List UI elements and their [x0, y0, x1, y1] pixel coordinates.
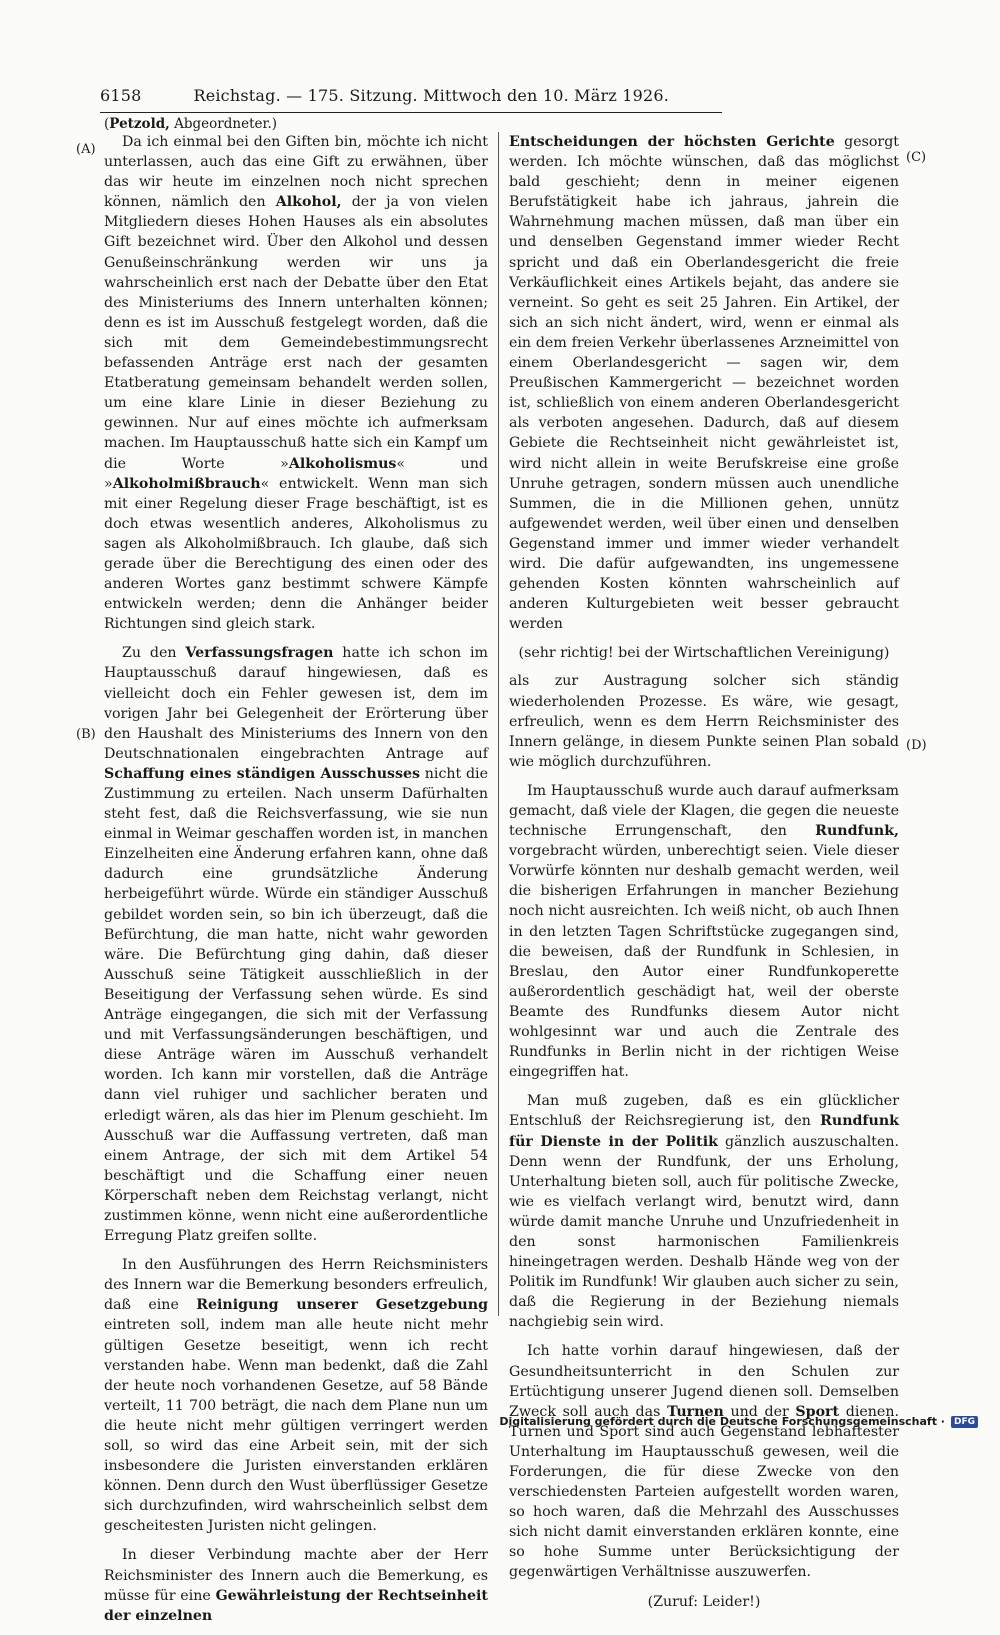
interjection-leider: (Zuruf: Leider!) — [647, 1593, 761, 1610]
left-column — [104, 132, 488, 1635]
text-run: hatte ich schon im Hauptausschuß darauf hingewiesen, daß es vielleicht doch ein Fehler gewesen ist, dem im vorigen Jahr bei Gelegenheit der Erörterung über den Haushalt des Ministeriums des Innern von den Deutschnationalen eingebrachten Antrage auf — [104, 645, 488, 762]
paragraph-rundfunk — [509, 781, 899, 1082]
text-run: gänzlich auszuschalten. Denn wenn der Rundfunk, der uns Erholung, Unterhaltung bieten soll, auch für politische Zwecke, wie es vielfach verlangt wird, benutzt wird, dann würde damit manche Unruhe und Unzufriedenheit in den sonst harmonischen Familienkreis hineingetragen werden. Deshalb Hände weg von der Politik im Rundfunk! Wir glauben auch sicher zu sein, daß die Regierung in der Beziehung niemals nachgiebig sein wird. — [509, 1133, 899, 1331]
text-run: Zu den — [122, 645, 186, 662]
emphasis-rundfunk: Rundfunk, — [815, 823, 899, 840]
margin-mark-d: (D) — [906, 738, 927, 753]
text-run: Da ich einmal bei den Giften bin, möchte ich nicht unterlassen, auch das eine Gift zu erwähnen, über das wir heute im einzelnen noch nicht sprechen können, nämlich den — [104, 134, 488, 211]
page-header — [100, 86, 722, 113]
dfg-logo-icon: DFG — [951, 1416, 978, 1428]
page-number: 6158 — [100, 86, 142, 105]
paragraph-prozesse: als zur Austragung solcher sich ständig wiederholenden Prozesse. Es wäre, wie gesagt, erfreulich, wenn es dem Herrn Reichsminister des Innern gelänge, in diesem Punkte seinen Plan sobald wie möglich durchzuführen. — [509, 673, 899, 770]
text-run: nicht die Zustimmung zu erteilen. Nach unserm Dafürhalten steht fest, daß die Reichsverfassung, wie sie nun einmal in Weimar geschaffen worden ist, in manchen Einzelheiten eine Änderung erfahren kann, ohne daß dadurch eine grundsätzliche Änderung herbeigeführt würde. Würde ein ständiger Ausschuß gebildet worden sein, so bin ich überzeugt, daß die Befürchtung, die man hatte, nicht wahr geworden wäre. Die Befürchtung ging dahin, daß dieser Ausschuß seine Tätigkeit ausschließlich in der Beseitigung der Verfassung sehen würde. Es sind Anträge eingegangen, die sich mit der Verfassung und mit Verfassungsänderungen beschäftigen, und diese Anträge wären im Ausschuß verhandelt worden. Ich kann mir vorstellen, daß die Anträge dann viel ruhiger und sachlicher beraten und erledigt wären, als das hier im Plenum geschieht. Im Ausschuß war die Auffassung vertreten, daß man einem Antrage, der sich mit dem Artikel 54 beschäftigt und die Schaffung einer neuen Körperschaft neben dem Reichstag verlangt, nicht zustimmen könne, wenn nicht eine außerordentliche Erregung Platz greifen sollte. — [104, 765, 488, 1245]
text-run: vorgebracht würden, unberechtigt seien. Viele dieser Vorwürfe könnten nur deshalb gemacht werden, weil die bisherigen Erfahrungen in mancher Beziehung noch nicht ausreichten. Ich weiß nicht, ob auch Ihnen in den letzten Tagen Schriftstücke zugegangen sind, die beweisen, daß der Rundfunk in Schlesien, in Breslau, den Autor einer Rundfunkoperette außerordentlich geschädigt hat, weil der oberste Beamte des Rundfunks diesem Autor nicht wohlgesinnt war und auch die Zentrale des Rundfunks in Berlin nicht in der richtigen Weise eingegriffen hat. — [509, 843, 899, 1081]
margin-mark-a: (A) — [76, 142, 96, 157]
speaker-role: Abgeordneter.) — [174, 116, 278, 132]
emphasis-gerichte: Entscheidungen der höchsten Gerichte — [509, 134, 835, 150]
emphasis-ausschuss: Schaffung eines ständigen Ausschusses — [104, 765, 421, 782]
text-run: und der — [723, 1403, 796, 1420]
emphasis-rechtseinheit: Gewährleistung der Rechtseinheit der einzelnen — [104, 1587, 488, 1624]
margin-mark-c: (C) — [906, 150, 927, 165]
paragraph-rechtseinheit — [104, 1545, 488, 1625]
text-run: dienen. Turnen und Sport sind auch Gegenstand lebhaftester Unterhaltung im Hauptausschuß gewesen, weil die Forderungen, die für diese Zwecke von den verschiedensten Parteien aufgestellt worden waren, so hoch waren, daß die Mehrzahl des Ausschusses sich nicht damit einverstanden erklären konnte, eine so hohe Summe unter Berücksichtigung der gegenwärtigen Verhältnisse auszuwerfen. — [509, 1403, 899, 1581]
text-run: In dieser Verbindung machte aber der Herr Reichsminister des Innern auch die Bemerkung, es müsse für eine — [104, 1547, 488, 1604]
paragraph-alkohol — [104, 132, 488, 634]
session-title: Reichstag. — 175. Sitzung. Mittwoch den 10. März 1926. — [193, 86, 670, 105]
paragraph-sport — [509, 1341, 899, 1582]
emphasis-politik: Rundfunk für Dienste in der Politik — [509, 1113, 899, 1150]
text-run: « und » — [104, 455, 488, 492]
emphasis-alkoholmissbrauch: Alkoholmißbrauch — [112, 475, 261, 492]
emphasis-verfassungsfragen: Verfassungsfragen — [185, 645, 334, 662]
text-run: Ich hatte vorhin darauf hingewiesen, daß der Gesundheitsunterricht in den Schulen zur Ertüchtigung unserer Jugend dienen soll. Demselben Zweck soll auch das — [509, 1343, 899, 1420]
paragraph-gerichte — [509, 132, 899, 634]
emphasis-gesetzgebung: Reinigung unserer Gesetzgebung — [196, 1297, 488, 1314]
emphasis-alkohol: Alkohol, — [275, 194, 342, 211]
footer-credit — [499, 1415, 978, 1428]
paragraph-politik — [509, 1091, 899, 1332]
text-run: Im Hauptausschuß wurde auch darauf aufmerksam gemacht, daß viele der Klagen, die gegen die neueste technische Errungenschaft, den — [509, 782, 899, 840]
paragraph-verfassung — [104, 643, 488, 1246]
emphasis-turnen: Turnen — [667, 1403, 724, 1420]
text-run: eintreten soll, indem man alle heute nicht mehr gültigen Gesetze beseitigt, wenn ich recht verstanden habe. Wenn man bedenkt, daß die Zahl der heute noch vorhandenen Gesetze, auf 58 Bände verteilt, 11 700 beträgt, die nach dem Plane nun um die heute nicht mehr gültigen verringert werden soll, so wird das eine Arbeit sein, mit der sich insbesondere die Juristen einverstanden erklären können. Denn durch den Wust überflüssiger Gesetze sich durchzufinden, wird wahrscheinlich selbst dem gescheitesten Juristen nicht gelingen. — [104, 1317, 488, 1535]
text-run: Man muß zugeben, daß es ein glücklicher Entschluß der Reichsregierung ist, den — [509, 1093, 899, 1130]
interjection-sehr-richtig: (sehr richtig! bei der Wirtschaftlichen Vereinigung) — [518, 645, 890, 662]
emphasis-sport: Sport — [795, 1403, 840, 1420]
text-run: der ja von vielen Mitgliedern dieses Hohen Hauses als ein absolutes Gift bezeichnet wird. Über den Alkohol und dessen Genußeinschränkung werden wir uns ja wahrscheinlich erst nach der Debatte über den Etat des Ministeriums des Innern unterhalten können; denn es ist im Ausschuß festgelegt worden, daß die sich mit dem Gemeindebestimmungsrecht befassenden Anträge erst nach der gesamten Etatberatung gemeinsam behandelt werden sollen, um eine klare Linie in dieser Beziehung zu gewinnen. Nur auf eines möchte ich aufmerksam machen. Im Hauptausschuß hatte sich ein Kampf um die Worte » — [104, 194, 489, 472]
text-run: gesorgt werden. Ich möchte wünschen, daß das möglichst bald geschieht; denn in meiner eigenen Berufstätigkeit habe ich jahraus, jahrein die Wahrnehmung machen müssen, daß man über ein und denselben Gegenstand immer wieder Recht spricht und daß ein Oberlandesgericht die freie Verkäuflichkeit eines Artikels bejaht, das andere sie verneint. So geht es seit 25 Jahren. Ein Artikel, der sich an sich nicht ändert, wird, wenn er einmal als ein dem freien Verkehr überlassenes Arzneimittel von einem Oberlandesgericht — sagen wir, dem Preußischen Kammergericht — bezeichnet worden ist, schließlich von einem anderen Oberlandesgericht als verboten angesehen. Dadurch, daß auf diesem Gebiete die Rechtseinheit nicht gewährleistet ist, wird nicht allein in weite Berufskreise eine große Unruhe getragen, sondern müssen auch unendliche Summen, die in die Millionen gehen, unnütz aufgewendet werden, weil über einen und denselben Gegenstand immer und immer wieder verhandelt wird. Die dafür aufgewandten, ins ungemessene gehenden Kosten könnten wahrscheinlich auf anderen Kulturgebieten weit besser gebraucht werden — [509, 134, 899, 633]
speaker-name: Petzold, — [109, 116, 170, 132]
footer-text: Digitalisierung gefördert durch die Deutsche Forschungsgemeinschaft · — [499, 1415, 945, 1428]
margin-mark-b: (B) — [76, 727, 96, 742]
emphasis-alkoholismus: Alkoholismus — [288, 455, 397, 472]
right-column — [509, 132, 899, 1620]
speaker-label: (Petzold, Abgeordneter.) — [104, 116, 278, 132]
text-run: In den Ausführungen des Herrn Reichsministers des Innern war die Bemerkung besonders erfreulich, daß eine — [104, 1257, 488, 1314]
column-divider — [498, 132, 499, 1316]
text-run: « entwickelt. Wenn man sich mit einer Regelung dieser Frage beschäftigt, ist es doch etwas wesentlich anderes, Alkoholismus zu sagen als Alkoholmißbrauch. Ich glaube, daß sich gerade über die Berechtigung des einen oder des anderen Wortes ganz bestimmt schwere Kämpfe entwickeln werden; denn die Anhänger beider Richtungen sind gleich stark. — [104, 475, 488, 633]
paragraph-gesetzgebung — [104, 1255, 488, 1536]
